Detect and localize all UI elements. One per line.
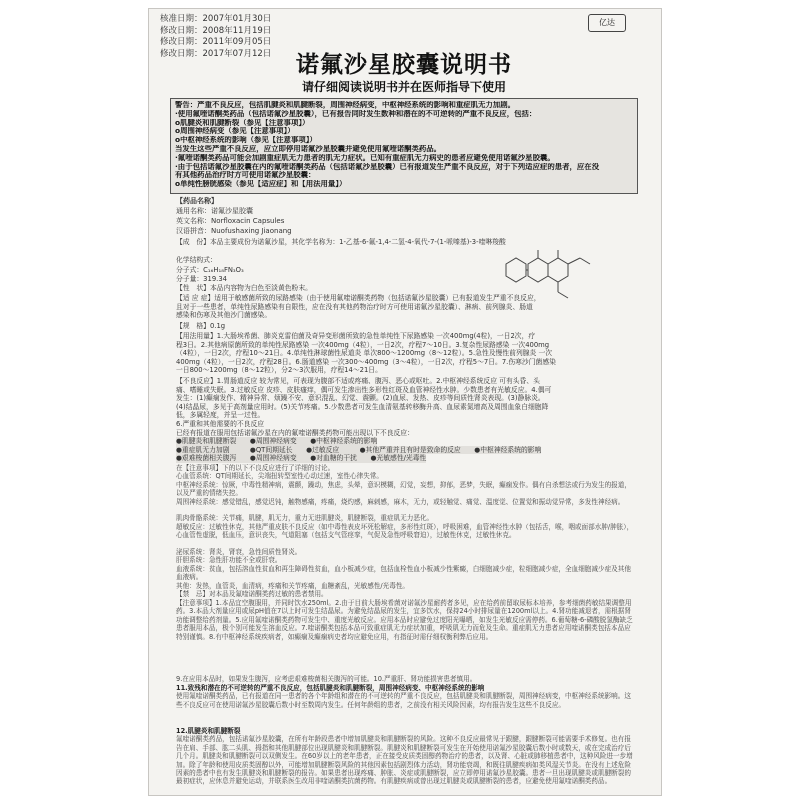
- body-paragraph: 使用氟喹诺酮类药品，已有报道在同一患者的各个年龄组和潜在的不可逆转的严重不良反应，包括肌腱炎和肌腱断裂，周围神经病变，中枢神经系统影响。这些不良反应可在使用诺氟沙星胶囊后数小时至数周内发生。任何年龄组的患者，之前没有相关风险因素，均有报告发生这些不良反应。: [176, 692, 631, 709]
- body-paragraph: 其他：发热，血管炎，血清病，疼痛和关节疼痛，血糖紊乱，光敏感性/光毒性。: [176, 581, 410, 590]
- section-header: 【药品名称】: [176, 197, 218, 205]
- description: 【性 状】本品内容物为白色至淡黄色粉末。: [176, 284, 312, 292]
- adverse-line: (4)结晶尿，多见于高剂量应用时。(5)关节疼痛。5.少数患者可发生血清氨基转移酶升高、血尿素氮增高及周围血象白细胞降: [176, 402, 549, 411]
- molecular-formula: 分子式：C₁₆H₁₈FN₃O₃: [176, 266, 244, 274]
- ingredients: 【成 份】本品主要成份为诺氟沙星，其化学名称为：1-乙基-6-氟-1,4-二氢-4-氧代-7-(1-哌嗪基)-3-喹啉羧酸: [176, 238, 506, 246]
- serious-item-row: [176, 446, 636, 455]
- generic-name: 通用名称：诺氟沙星胶囊: [176, 207, 253, 215]
- body-paragraph: 11.致残和潜在的不可逆转的严重不良反应，包括肌腱炎和肌腱断裂，周围神经病变、中枢神经系统的影响: [176, 684, 485, 692]
- indications-line: 且对于一些患者，单纯性尿路感染有自限性，应在没有其他药物治疗时方可使用诺氟沙星胶囊）、淋病、前列腺炎、肠道: [176, 302, 533, 311]
- body-paragraph: 心血管系统：QT间期延长，尖端扭转型室性心动过速，室性心律失常。: [176, 472, 384, 481]
- warning-line: ·氟喹诺酮类药品可能会加剧重症肌无力患者的肌无力症状。已知有重症肌无力病史的患者应避免使用诺氟沙星胶囊。: [175, 153, 555, 162]
- brand-logo: 亿达: [588, 14, 626, 32]
- revision-date: 修改日期：2008年11月19日: [160, 25, 272, 36]
- dosage-line: 【用法用量】1.大肠埃希菌、肺炎克雷伯菌及奇异变形菌所致的急性单纯性下尿路感染 一次400mg(4粒)，一日2次，疗: [176, 332, 536, 340]
- body-paragraph: 肌肉骨骼系统：关节痛，肌腱，肌无力，重力无进肌腱炎，肌腱断裂，重症肌无力恶化。: [176, 514, 434, 523]
- document-subtitle: 请仔细阅读说明书并在医师指导下使用: [301, 80, 506, 94]
- adverse-line: 痛、嗜睡或失眠。3.过敏反应 皮疹、皮肤瘙痒，偶可发生渗出性多形性红斑及血管神经性水肿。少数患者有光敏反应。4.偶可: [176, 385, 552, 394]
- serious-header: 6.严重和其他需要的不良反应: [176, 420, 265, 428]
- contraindications: 【禁 忌】对本品及氟喹诺酮类药过敏的患者禁用。: [176, 590, 328, 598]
- serious-item-row: [176, 437, 636, 446]
- body-paragraph: 12.肌腱炎和肌腱断裂: [176, 727, 241, 735]
- precautions: 【注意事项】1.本品宜空腹服用，并同时饮水250ml。2.由于目前大肠埃希菌对诺氟沙星耐药者多见，应在给药前留取尿标本培养，参考细菌药敏结果调整用药。3.本品大剂量应用或尿pH值在7以上时可发生结晶尿。为避免结晶尿的发生，宜多饮水，保持24小时排尿量在1200ml以上。4.肾功能减退者，需根据肾功能调整给药剂量。5.应用氟喹诺酮类药物可发生中、重度光敏反应。应用本品时应避免过度阳光曝晒，如发生光敏反应需停药。6.葡萄糖-6-磷酸脱氢酶缺乏患者服用本品，极个别可能发生溶血反应。7.喹诺酮类包括本品可致重症肌无力症状加重，呼吸肌无力而危及生命。重症肌无力患者应用喹诺酮类包括本品应特别谨慎。8.有中枢神经系统疾病者，如癫痫及癫痫病史者均应避免应用，有指征时需仔细权衡利弊后应用。: [176, 599, 633, 641]
- serious-items-text: ●重症肌无力加剧 ●QT间期延长 ●过敏反应 ●其他严重并且有时是致命的反应 ●中枢神经系统的影响: [176, 445, 542, 454]
- structure-label: 化学结构式：: [176, 256, 217, 264]
- body-paragraph: 9.在应用本品时，如果发生腹泻，应考虑艰难梭菌相关腹泻的可能。10.严重肝、肾功能损害患者慎用。: [176, 675, 477, 683]
- revision-date: 修改日期：2017年07月12日: [160, 48, 272, 59]
- warning-line: 当发生这些严重不良反应，应立即停用诺氟沙星胶囊并避免使用氟喹诺酮类药品。: [175, 144, 442, 153]
- document-title: 诺氟沙星胶囊说明书: [296, 52, 512, 78]
- warning-box: [170, 98, 638, 194]
- serious-item-row: [176, 454, 636, 463]
- body-paragraph: 血液系统：贫血，包括溶血性贫血和再生障碍性贫血，血小板减少症，包括血栓性血小板减少性紫癜，白细胞减少症，粒细胞减少症，全血细胞减少症及其他血液病。: [176, 564, 631, 582]
- strength: 【规 格】0.1g: [176, 322, 226, 330]
- serious-items-text: ●肌腱炎和肌腱断裂 ●周围神经病变 ●中枢神经系统的影响: [176, 437, 378, 446]
- body-paragraph: 中枢神经系统：惊厥，中毒性精神病，震颤，躁动，焦虑，头晕，意识模糊，幻觉，妄想，抑郁，恶梦，失眠，癫痫发作。偶有自杀想法或行为发生的报道，以及严重的情绪失控。: [176, 480, 631, 498]
- dosage-line: （4粒），一日2次，疗程10～21日。4.单纯性淋球菌性尿道炎 单次800～1200mg（8～12粒）。5.急性及慢性前列腺炎 一次: [176, 349, 553, 358]
- body-paragraph: 泌尿系统：肾炎，肾衰，急性间质性肾炎。: [176, 548, 302, 556]
- dosage-line: 程3日。2.其他病原菌所致的单纯性尿路感染 一次400mg（4粒），一日2次，疗程7～10日。3.复杂性尿路感染 一次400mg: [176, 340, 550, 349]
- body-paragraph: 在【注意事项】下的以下不良反应进行了详细的讨论。: [176, 464, 335, 472]
- english-name: 英文名称：Norfloxacin Capsules: [176, 217, 285, 225]
- warning-line: o周围神经病变（参见【注意事项】）: [175, 127, 295, 136]
- molecular-weight: 分子量：319.34: [176, 275, 227, 283]
- warning-line: o肌腱炎和肌腱断裂（参见【注意事项】）: [175, 118, 310, 127]
- warning-line: ·使用氟喹诺酮类药品（包括诺氟沙星胶囊），已有报告同时发生数种和潜在的不可逆转的严重不良反应，包括：: [175, 109, 537, 118]
- warning-line: 有其他药品治疗时方可使用诺氟沙星胶囊：: [175, 171, 316, 180]
- dosage-line: 400mg（4粒），一日2次，疗程28日。6.肠道感染 一次300～400mg（3～4粒），一日2次，疗程5～7日。7.伤寒沙门菌感染: [176, 357, 556, 366]
- warning-line: o单纯性膀胱感染（参见【适应症】和【用法用量】）: [175, 180, 347, 189]
- serious-intro: 已经有报道在服用包括诺氟沙星在内的氟喹诺酮类药物可能出现以下不良反应：: [176, 428, 414, 437]
- warning-line: o中枢神经系统的影响（参见【注意事项】）: [175, 136, 317, 145]
- body-paragraph: 氟喹诺酮类药品，包括诺氟沙星胶囊，在所有年龄段患者中增加肌腱炎和肌腱断裂的风险。这种不良反应最常见于跟腱，跟腱断裂可能需要手术修复。也有报告在肩、手部、肱二头肌、拇指和其他肌腱部位出现肌腱炎和肌腱断裂。肌腱炎和肌腱断裂可发生在开始使用诺氟沙星胶囊后数小时或数天，或在完成治疗后几个月。肌腱炎和肌腱断裂可以双侧发生。在60岁以上的老年患者，正在接受皮质类固醇药物治疗的患者，以及肾、心脏或肺移植患者中，这种风险进一步增加。除了年龄和使用皮质类固醇以外，可能增加肌腱断裂风险的其他因素包括剧烈体力活动，肾功能衰竭，和既往肌腱疾病如类风湿关节炎。在没有上述危险因素的患者中也有发生肌腱炎和肌腱断裂的报告。如果患者出现疼痛、肿胀、炎症或肌腱断裂，应立即停用诺氟沙星胶囊。患者一旦出现肌腱炎或肌腱断裂的最初症状，应休息并避免运动，并联系医生改用非喹诺酮类抗菌药物。有肌腱疾病或曾出现过肌腱炎或肌腱断裂的患者，应避免使用氟喹诺酮类药品。: [176, 735, 633, 786]
- drug-name-section: [176, 196, 636, 236]
- adverse-line: 【不良反应】1.胃肠道反应 较为常见，可表现为腹部不适或疼痛、腹泻、恶心或呕吐。2.中枢神经系统反应 可有头昏、头: [176, 377, 540, 385]
- adverse-line: 低，多属轻度，并呈一过性。: [176, 411, 265, 420]
- body-paragraph: 超敏反应：过敏性休克，其他严重皮肤不良反应（如中毒性表皮坏死松解症，多形性红斑），呼吸困难，血管神经性水肿（包括舌，喉，咽或面部水肿/肿胀），心血管性虚脱，低血压，意识丧失，气道阻塞（包括支气管痉挛，气促及急性呼吸窘迫），过敏性休克，过敏性休克。: [176, 522, 634, 540]
- warning-line: ·由于包括诺氟沙星胶囊在内的氟喹诺酮类药品（包括诺氟沙星胶囊）已有报道发生严重不良反应，对于下列适应症的患者，应在没: [175, 162, 600, 171]
- pinyin-name: 汉语拼音：Nuofushaxing Jiaonang: [176, 227, 292, 235]
- serious-items-text: ●艰难梭菌相关腹泻 ●周围神经病变 ●对血糖的干扰 ●光敏感性/光毒性: [176, 454, 427, 463]
- adverse-line: 发生：(1)癫痫发作、精神异常、烦躁不安、意识混乱、幻觉、震颤。(2)血尿、发热、皮疹等间质性肾炎表现。(3)静脉炎。: [176, 394, 545, 403]
- body-paragraph: 周围神经系统：感觉错乱，感觉迟钝，触物感痛，疼痛，烧灼感，麻刺感，麻木，无力，或轻触觉、痛觉、温度觉、位置觉和振动觉异常，多发性神经病。: [176, 497, 625, 506]
- warning-line: 警告：严重不良反应，包括肌腱炎和肌腱断裂，周围神经病变，中枢神经系统的影响和重症肌无力加剧。: [175, 101, 515, 109]
- revision-date: 核准日期：2007年01月30日: [160, 14, 272, 24]
- revision-date: 修改日期：2011年09月05日: [160, 37, 272, 47]
- indications-line: 【适 应 症】适用于敏感菌所致的尿路感染（由于使用氟喹诺酮类药物（包括诺氟沙星胶囊）已有报道发生严重不良反应，: [176, 294, 541, 302]
- indications-line: 感染和伤寒及其他沙门菌感染。: [176, 311, 272, 320]
- body-paragraph: 肝胆系统：急性肝功能不全或肝衰。: [176, 556, 282, 565]
- dosage-line: 一日800～1200mg（8～12粒），分2～3次服用，疗程14～21日。: [176, 366, 382, 375]
